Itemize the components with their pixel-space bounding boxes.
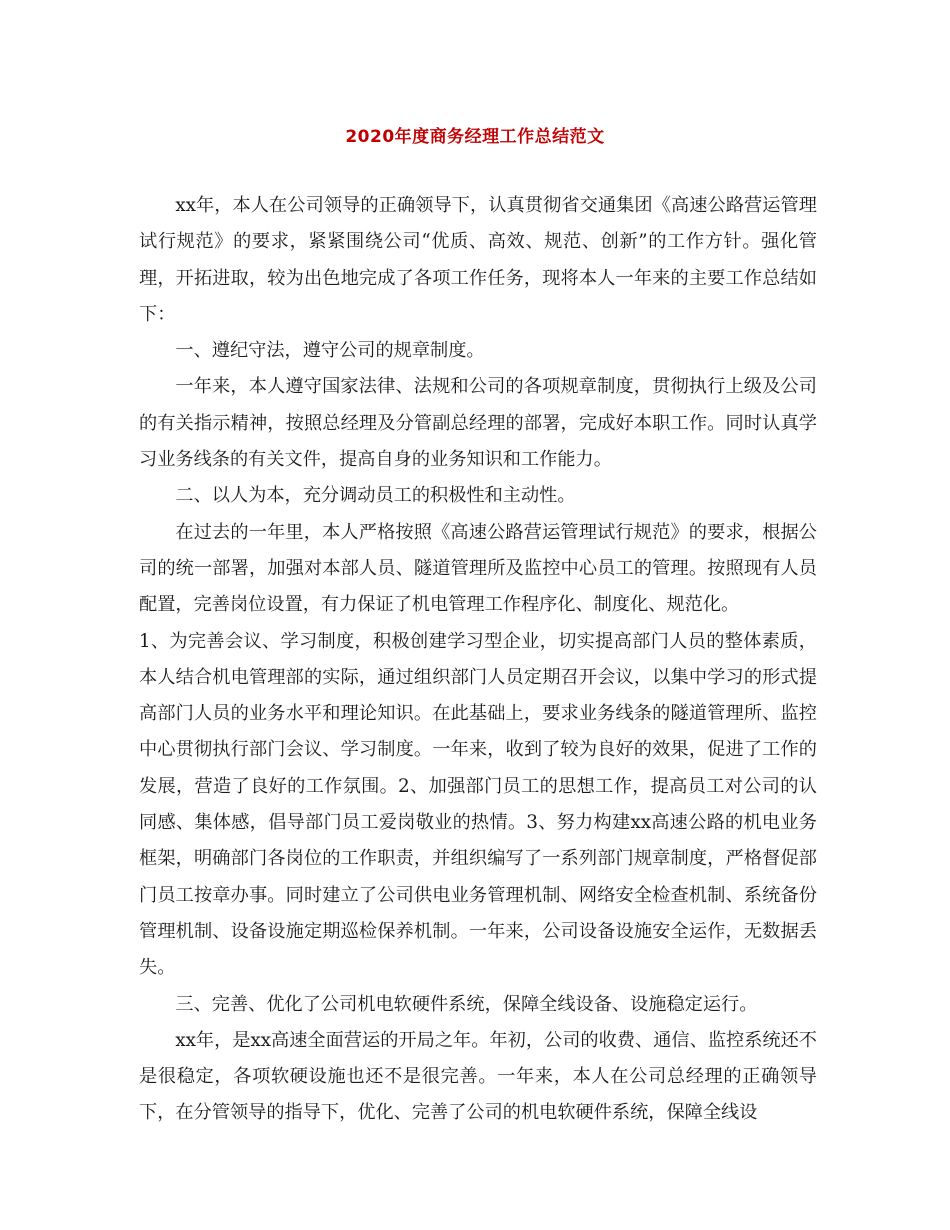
paragraph-section-1: 一年来，本人遵守国家法律、法规和公司的各项规章制度，贯彻执行上级及公司的有关指示精神，按照总经理及分管副总经理的部署，完成好本职工作。同时认真学习业务线条的有关文件，提高自身的业务知识和工作能力。 xyxy=(139,376,817,471)
document-title: 2020年度商务经理工作总结范文 xyxy=(345,127,605,147)
section-heading-1: 一、遵纪守法，遵守公司的规章制度。 xyxy=(175,340,485,362)
paragraph-section-3: xx年，是xx高速全面营运的开局之年。年初，公司的收费、通信、监控系统还不是很稳定，各项软硬设施也还不是很完善。一年来，本人在公司总经理的正确领导下，在分管领导的指导下，优化、完善了公司的机电软硬件系统，保障全线设 xyxy=(139,1029,817,1124)
paragraph-section-2-items: 1、为完善会议、学习制度，积极创建学习型企业，切实提高部门人员的整体素质，本人结合机电管理部的实际，通过组织部门人员定期召开会议，以集中学习的形式提高部门人员的业务水平和理论知识。在此基础上，要求业务线条的隧道管理所、监控中心贯彻执行部门会议、学习制度。一年来，收到了较为良好的效果，促进了工作的发展，营造了良好的工作氛围。2、加强部门员工的思想工作，提高员工对公司的认同感、集体感，倡导部门员工爱岗敬业的热情。3、努力构建xx高速公路的机电业务框架，明确部门各岗位的工作职责，并组织编写了一系列部门规章制度，严格督促部门员工按章办事。同时建立了公司供电业务管理机制、网络安全检查机制、系统备份管理机制、设备设施定期巡检保养机制。一年来，公司设备设施安全运作，无数据丢失。 xyxy=(139,630,817,979)
document-body xyxy=(139,188,817,1132)
paragraph-intro: xx年，本人在公司领导的正确领导下，认真贯彻省交通集团《高速公路营运管理试行规范》的要求，紧紧围绕公司“优质、高效、规范、创新”的工作方针。强化管理，开拓进取，较为出色地完成了各项工作任务，现将本人一年来的主要工作总结如下： xyxy=(139,195,817,325)
section-heading-3: 三、完善、优化了公司机电软硬件系统，保障全线设备、设施稳定运行。 xyxy=(175,993,758,1015)
paragraph-section-2: 在过去的一年里，本人严格按照《高速公路营运管理试行规范》的要求，根据公司的统一部署，加强对本部人员、隧道管理所及监控中心员工的管理。按照现有人员配置，完善岗位设置，有力保证了机电管理工作程序化、制度化、规范化。 xyxy=(139,521,817,616)
section-heading-2: 二、以人为本，充分调动员工的积极性和主动性。 xyxy=(175,485,576,507)
